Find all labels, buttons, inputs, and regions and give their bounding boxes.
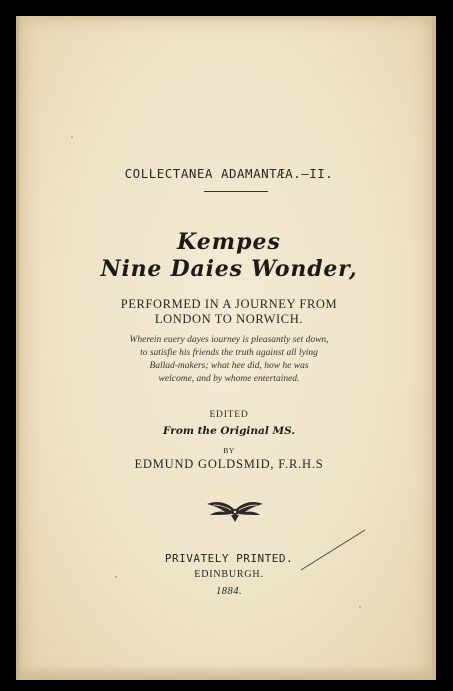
from-original-label: From the Original MS. — [163, 425, 295, 437]
description-line-3: Ballad-makers; what hee did, how he was — [149, 361, 309, 371]
foxing-spot — [115, 576, 117, 578]
winged-ornament-icon — [205, 496, 265, 524]
privately-printed-label: PRIVATELY PRINTED. — [164, 552, 294, 565]
edited-label: EDITED — [209, 410, 249, 420]
author-name: EDMUND GOLDSMID, F.R.H.S — [134, 457, 324, 471]
subtitle-line-2: LONDON TO NORWICH. — [154, 312, 304, 326]
foxing-spot — [71, 136, 73, 138]
paper-edge-top — [19, 16, 432, 22]
series-title: COLLECTANEA ADAMANTÆA.—II. — [124, 166, 334, 181]
city-label: EDINBURGH. — [194, 569, 264, 580]
title-line-1: Kempes — [177, 229, 281, 255]
description-line-4: welcome, and by whome entertained. — [158, 374, 300, 384]
by-label: BY — [223, 446, 235, 455]
series-rule — [204, 191, 268, 192]
paper-edge-bottom — [19, 666, 432, 680]
year-label: 1884. — [215, 586, 243, 597]
description-line-2: to satisfie his friends the truth against all lying — [140, 348, 318, 358]
book-cover — [16, 16, 436, 680]
foxing-spot — [359, 606, 361, 608]
title-line-2: Nine Daies Wonder, — [100, 256, 358, 282]
subtitle-line-1: PERFORMED IN A JOURNEY FROM — [120, 297, 338, 311]
description-line-1: Wherein euery dayes iourney is pleasantly set down, — [129, 335, 329, 345]
